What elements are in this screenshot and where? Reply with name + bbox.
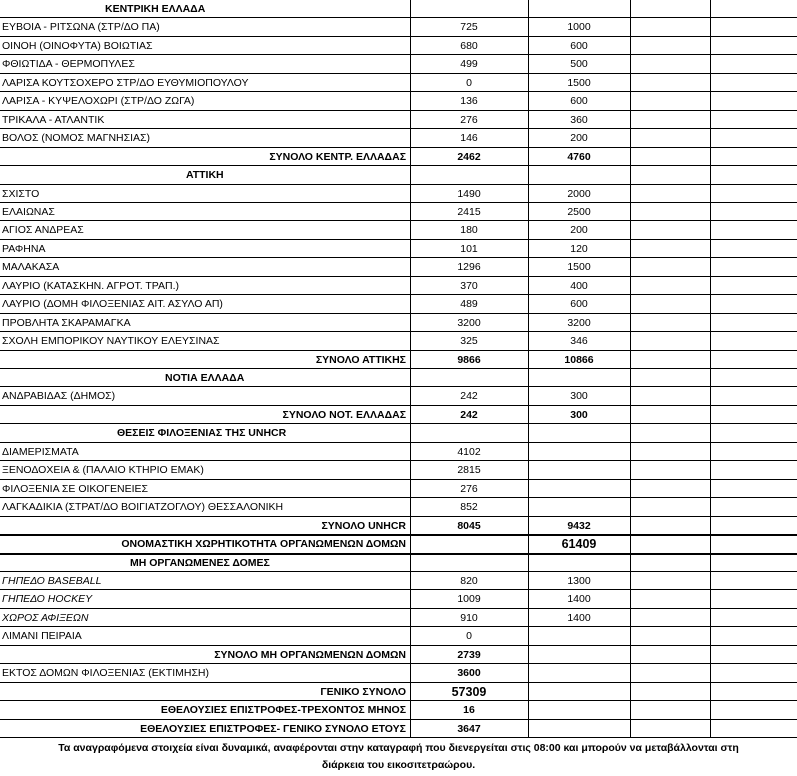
empty-cell <box>710 55 797 73</box>
empty-cell <box>710 240 797 258</box>
location-cell: ΟΙΝΟΗ (ΟΙΝΟΦΥΤΑ) ΒΟΙΩΤΙΑΣ <box>2 39 153 52</box>
empty-cell <box>710 295 797 313</box>
capacity-cell: 1500 <box>567 261 591 274</box>
table-row <box>0 37 797 55</box>
empty-cell <box>710 480 797 498</box>
occupancy-cell: 4102 <box>457 445 481 458</box>
empty-cell <box>630 129 710 147</box>
capacity-cell <box>528 498 630 516</box>
empty-cell <box>710 129 797 147</box>
empty-cell <box>630 627 710 645</box>
capacity-cell: 10866 <box>564 353 594 366</box>
empty-cell <box>710 627 797 645</box>
location-cell: ΛΙΜΑΝΙ ΠΕΙΡΑΙΑ <box>2 630 82 643</box>
table-row <box>0 664 797 682</box>
empty-cell <box>710 424 797 442</box>
empty-cell <box>630 221 710 239</box>
location-cell: ΕΘΕΛΟΥΣΙΕΣ ΕΠΙΣΤΡΟΦΕΣ- ΓΕΝΙΚΟ ΣΥΝΟΛΟ ΕΤΟΥΣ <box>140 722 406 735</box>
occupancy-cell: 325 <box>460 335 478 348</box>
empty-cell <box>710 517 797 535</box>
capacity-cell: 300 <box>570 408 588 421</box>
table-row <box>0 461 797 479</box>
occupancy-cell: 1490 <box>457 187 481 200</box>
empty-cell <box>710 92 797 110</box>
empty-cell <box>710 351 797 369</box>
capacity-cell <box>528 701 630 719</box>
empty-cell <box>630 461 710 479</box>
location-cell: ΛΑΓΚΑΔΙΚΙΑ (ΣΤΡΑΤ/ΔΟ ΒΟΙΓΙΑΤΖΟΓΛΟΥ) ΘΕΣΣΑΛΟΝΙΚΗ <box>2 501 284 514</box>
location-cell: ΦΙΛΟΞΕΝΙΑ ΣΕ ΟΙΚΟΓΕΝΕΙΕΣ <box>2 482 149 495</box>
occupancy-cell: 2462 <box>457 150 481 163</box>
capacity-cell <box>528 554 630 572</box>
empty-cell <box>710 609 797 627</box>
capacity-cell <box>528 480 630 498</box>
location-cell: ΑΤΤΙΚΗ <box>186 169 224 182</box>
total-row <box>0 683 797 701</box>
location-cell: ΣΥΝΟΛΟ ΝΟΤ. ΕΛΛΑΔΑΣ <box>282 408 406 421</box>
empty-cell <box>710 572 797 590</box>
capacity-cell <box>528 720 630 738</box>
footnote-line-1: Τα αναγραφόμενα στοιχεία είναι δυναμικά, αναφέρονται στην καταγραφή που διενεργείται στις 08:00 και μπορούν να μεταβάλλονται στη <box>58 742 739 754</box>
capacity-cell: 1400 <box>567 593 591 606</box>
location-cell: ΞΕΝΟΔΟΧΕΙΑ & (ΠΑΛΑΙΟ ΚΤΗΡΙΟ ΕΜΑΚ) <box>2 464 204 477</box>
section-header-row <box>0 424 797 442</box>
table-row <box>0 240 797 258</box>
table-row <box>0 627 797 645</box>
empty-cell <box>630 387 710 405</box>
empty-cell <box>710 387 797 405</box>
capacity-cell <box>528 646 630 664</box>
location-cell: ΣΥΝΟΛΟ ΚΕΝΤΡ. ΕΛΛΑΔΑΣ <box>269 150 406 163</box>
location-cell: ΛΑΡΙΣΑ - ΚΥΨΕΛΟΧΩΡΙ (ΣΤΡ/ΔΟ ΖΩΓΑ) <box>2 95 195 108</box>
occupancy-cell <box>410 0 528 18</box>
table-row <box>0 185 797 203</box>
occupancy-cell: 2815 <box>457 464 481 477</box>
table-row <box>0 443 797 461</box>
occupancy-cell: 0 <box>466 76 472 89</box>
column-border <box>710 0 711 738</box>
empty-cell <box>630 37 710 55</box>
capacity-cell: 300 <box>570 390 588 403</box>
empty-cell <box>710 221 797 239</box>
capacity-cell: 400 <box>570 279 588 292</box>
location-cell: ΣΥΝΟΛΟ UNHCR <box>321 519 406 532</box>
empty-cell <box>710 148 797 166</box>
location-cell: ΝΟΤΙΑ ΕΛΛΑΔΑ <box>165 372 245 384</box>
column-border <box>410 0 411 738</box>
row-border <box>0 534 797 536</box>
empty-cell <box>710 314 797 332</box>
occupancy-cell: 725 <box>460 21 478 34</box>
empty-cell <box>710 406 797 424</box>
table-row <box>0 221 797 239</box>
table-row <box>0 129 797 147</box>
occupancy-cell: 499 <box>460 58 478 71</box>
occupancy-cell: 3200 <box>457 316 481 329</box>
occupancy-cell: 680 <box>460 39 478 52</box>
location-cell: ΕΛΑΙΩΝΑΣ <box>2 205 55 218</box>
location-cell: ΕΘΕΛΟΥΣΙΕΣ ΕΠΙΣΤΡΟΦΕΣ-ΤΡΕΧΟΝΤΟΣ ΜΗΝΟΣ <box>160 704 406 717</box>
empty-cell <box>710 37 797 55</box>
empty-cell <box>630 443 710 461</box>
occupancy-cell: 16 <box>463 704 475 717</box>
location-cell: ΣΥΝΟΛΟ ΑΤΤΙΚΗΣ <box>315 353 406 366</box>
empty-cell <box>630 18 710 36</box>
location-cell: ΠΡΟΒΛΗΤΑ ΣΚΑΡΑΜΑΓΚΑ <box>2 316 131 329</box>
empty-cell <box>710 166 797 184</box>
total-row <box>0 406 797 424</box>
table-row <box>0 387 797 405</box>
capacity-cell: 3200 <box>567 316 591 329</box>
location-cell: ΟΝΟΜΑΣΤΙΚΗ ΧΩΡΗΤΙΚΟΤΗΤΑ ΟΡΓΑΝΩΜΕΝΩΝ ΔΟΜΩΝ <box>121 538 406 551</box>
location-cell: ΘΕΣΕΙΣ ΦΙΛΟΞΕΝΙΑΣ ΤΗΣ UNHCR <box>117 427 287 440</box>
occupancy-cell: 57309 <box>451 684 487 699</box>
occupancy-cell: 370 <box>460 279 478 292</box>
capacity-cell <box>528 461 630 479</box>
occupancy-cell: 820 <box>460 574 478 587</box>
empty-cell <box>710 185 797 203</box>
location-cell: ΓΗΠΕΔΟ HOCKEY <box>2 593 93 606</box>
empty-cell <box>630 0 710 18</box>
occupancy-cell <box>410 535 528 553</box>
empty-cell <box>630 609 710 627</box>
occupancy-cell <box>410 369 528 387</box>
occupancy-cell: 276 <box>460 482 478 495</box>
occupancy-cell: 2739 <box>457 648 481 661</box>
empty-cell <box>630 351 710 369</box>
empty-cell <box>630 203 710 221</box>
empty-cell <box>630 332 710 350</box>
table-row <box>0 480 797 498</box>
empty-cell <box>710 0 797 18</box>
occupancy-cell: 242 <box>460 390 478 403</box>
table-row <box>0 498 797 516</box>
capacity-cell <box>528 627 630 645</box>
empty-cell <box>630 277 710 295</box>
empty-cell <box>630 701 710 719</box>
empty-cell <box>630 720 710 738</box>
table-row <box>0 314 797 332</box>
empty-cell <box>630 295 710 313</box>
location-cell: ΜΗ ΟΡΓΑΝΩΜΕΝΕΣ ΔΟΜΕΣ <box>130 556 270 569</box>
total-row <box>0 646 797 664</box>
table-row <box>0 74 797 92</box>
table-row <box>0 277 797 295</box>
location-cell: ΑΝΔΡΑΒΙΔΑΣ (ΔΗΜΟΣ) <box>2 390 116 403</box>
location-cell: ΦΘΙΩΤΙΔΑ - ΘΕΡΜΟΠΥΛΕΣ <box>2 58 135 71</box>
empty-cell <box>630 148 710 166</box>
empty-cell <box>630 572 710 590</box>
capacity-cell: 600 <box>570 95 588 108</box>
capacity-cell <box>528 0 630 18</box>
empty-cell <box>630 111 710 129</box>
capacity-cell <box>528 369 630 387</box>
empty-cell <box>710 498 797 516</box>
total-row <box>0 701 797 719</box>
capacity-cell <box>528 683 630 701</box>
table-row <box>0 92 797 110</box>
column-border <box>528 0 529 738</box>
capacity-cell: 360 <box>570 113 588 126</box>
table-row <box>0 295 797 313</box>
location-cell: ΓΕΝΙΚΟ ΣΥΝΟΛΟ <box>320 685 406 698</box>
location-cell: ΣΥΝΟΛΟ ΜΗ ΟΡΓΑΝΩΜΕΝΩΝ ΔΟΜΩΝ <box>214 648 406 661</box>
empty-cell <box>630 535 710 553</box>
location-cell: ΚΕΝΤΡΙΚΗ ΕΛΛΑΔΑ <box>105 3 206 15</box>
capacity-cell: 200 <box>570 224 588 237</box>
occupancy-cell <box>410 166 528 184</box>
location-cell: ΛΑΥΡΙΟ (ΔΟΜΗ ΦΙΛΟΞΕΝΙΑΣ ΑΙΤ. ΑΣΥΛΟ ΑΠ) <box>2 298 223 311</box>
occupancy-cell: 489 <box>460 298 478 311</box>
empty-cell <box>630 406 710 424</box>
location-cell: ΔΙΑΜΕΡΙΣΜΑΤΑ <box>2 445 79 458</box>
empty-cell <box>630 554 710 572</box>
capacity-cell: 200 <box>570 132 588 145</box>
empty-cell <box>630 92 710 110</box>
table-row <box>0 203 797 221</box>
capacity-cell <box>528 443 630 461</box>
occupancy-cell: 242 <box>460 408 478 421</box>
location-cell: ΣΧΟΛΗ ΕΜΠΟΡΙΚΟΥ ΝΑΥΤΙΚΟΥ ΕΛΕΥΣΙΝΑΣ <box>2 335 220 348</box>
table-row <box>0 590 797 608</box>
occupancy-cell: 3600 <box>457 667 481 680</box>
capacity-cell <box>528 166 630 184</box>
occupancy-cell: 3647 <box>457 722 481 735</box>
empty-cell <box>630 424 710 442</box>
total-row <box>0 720 797 738</box>
empty-cell <box>710 664 797 682</box>
empty-cell <box>630 185 710 203</box>
empty-cell <box>710 720 797 738</box>
row-border <box>0 737 797 738</box>
location-cell: ΧΩΡΟΣ ΑΦΙΞΕΩΝ <box>2 611 89 624</box>
capacity-cell: 1400 <box>567 611 591 624</box>
occupancy-cell: 2415 <box>457 205 481 218</box>
empty-cell <box>630 369 710 387</box>
empty-cell <box>710 646 797 664</box>
capacity-cell: 4760 <box>567 150 591 163</box>
capacity-cell: 1500 <box>567 76 591 89</box>
total-row <box>0 351 797 369</box>
empty-cell <box>710 74 797 92</box>
section-header-row <box>0 166 797 184</box>
location-cell: ΕΥΒΟΙΑ - ΡΙΤΣΩΝΑ (ΣΤΡ/ΔΟ ΠΑ) <box>2 21 160 34</box>
empty-cell <box>630 590 710 608</box>
occupancy-cell <box>410 554 528 572</box>
total-row <box>0 148 797 166</box>
capacity-cell: 120 <box>570 242 588 255</box>
location-cell: ΜΑΛΑΚΑΣΑ <box>2 261 60 274</box>
column-border <box>630 0 631 738</box>
empty-cell <box>630 646 710 664</box>
empty-cell <box>710 18 797 36</box>
empty-cell <box>710 590 797 608</box>
occupancy-cell: 9866 <box>457 353 481 366</box>
empty-cell <box>710 277 797 295</box>
occupancy-cell: 101 <box>460 242 478 255</box>
table-row <box>0 18 797 36</box>
occupancy-cell: 1009 <box>457 593 481 606</box>
empty-cell <box>710 701 797 719</box>
footnote <box>0 740 797 774</box>
section-header-row <box>0 369 797 387</box>
empty-cell <box>710 203 797 221</box>
empty-cell <box>630 683 710 701</box>
capacity-cell: 9432 <box>567 519 591 532</box>
empty-cell <box>710 111 797 129</box>
empty-cell <box>630 166 710 184</box>
total-row <box>0 535 797 553</box>
occupancy-cell: 852 <box>460 501 478 514</box>
table-row <box>0 111 797 129</box>
empty-cell <box>710 443 797 461</box>
occupancy-cell: 1296 <box>457 261 481 274</box>
location-cell: ΕΚΤΟΣ ΔΟΜΩΝ ΦΙΛΟΞΕΝΙΑΣ (ΕΚΤΙΜΗΣΗ) <box>2 667 210 680</box>
empty-cell <box>630 498 710 516</box>
empty-cell <box>710 535 797 553</box>
empty-cell <box>630 240 710 258</box>
occupancy-cell: 8045 <box>457 519 481 532</box>
location-cell: ΑΓΙΟΣ ΑΝΔΡΕΑΣ <box>2 224 84 237</box>
empty-cell <box>630 314 710 332</box>
empty-cell <box>630 664 710 682</box>
capacity-cell: 61409 <box>561 537 597 552</box>
occupancy-cell: 180 <box>460 224 478 237</box>
capacity-cell: 500 <box>570 58 588 71</box>
occupancy-cell <box>410 424 528 442</box>
capacity-cell: 2000 <box>567 187 591 200</box>
section-header-row <box>0 554 797 572</box>
empty-cell <box>630 480 710 498</box>
empty-cell <box>710 683 797 701</box>
capacity-cell: 2500 <box>567 205 591 218</box>
section-header-row <box>0 0 797 18</box>
location-cell: ΛΑΥΡΙΟ (ΚΑΤΑΣΚΗΝ. ΑΓΡΟΤ. ΤΡΑΠ.) <box>2 279 180 292</box>
table-row <box>0 258 797 276</box>
occupancy-cell: 136 <box>460 95 478 108</box>
location-cell: ΒΟΛΟΣ (ΝΟΜΟΣ ΜΑΓΝΗΣΙΑΣ) <box>2 132 151 145</box>
table-row <box>0 572 797 590</box>
capacity-cell <box>528 424 630 442</box>
location-cell: ΛΑΡΙΣΑ ΚΟΥΤΣΟΧΕΡΟ ΣΤΡ/ΔΟ ΕΥΘΥΜΙΟΠΟΥΛΟΥ <box>2 76 249 89</box>
footnote-line-2: διάρκεια του εικοσιτετραώρου. <box>321 759 476 771</box>
capacity-cell: 600 <box>570 298 588 311</box>
location-cell: ΡΑΦΗΝΑ <box>2 242 46 255</box>
empty-cell <box>630 74 710 92</box>
empty-cell <box>630 517 710 535</box>
empty-cell <box>710 369 797 387</box>
empty-cell <box>710 554 797 572</box>
capacity-cell <box>528 664 630 682</box>
table-row <box>0 55 797 73</box>
occupancy-cell: 910 <box>460 611 478 624</box>
total-row <box>0 517 797 535</box>
location-cell: ΤΡΙΚΑΛΑ - ΑΤΛΑΝΤΙΚ <box>2 113 105 126</box>
occupancy-cell: 0 <box>466 630 472 643</box>
occupancy-cell: 146 <box>460 132 478 145</box>
empty-cell <box>710 332 797 350</box>
capacity-cell: 600 <box>570 39 588 52</box>
empty-cell <box>710 461 797 479</box>
capacity-cell: 1000 <box>567 21 591 34</box>
capacity-cell: 346 <box>570 335 588 348</box>
capacity-cell: 1300 <box>567 574 591 587</box>
empty-cell <box>630 258 710 276</box>
table-row <box>0 609 797 627</box>
table-row <box>0 332 797 350</box>
location-cell: ΓΗΠΕΔΟ BASEBALL <box>2 574 102 587</box>
empty-cell <box>630 55 710 73</box>
occupancy-cell: 276 <box>460 113 478 126</box>
empty-cell <box>710 258 797 276</box>
location-cell: ΣΧΙΣΤΟ <box>2 187 40 200</box>
